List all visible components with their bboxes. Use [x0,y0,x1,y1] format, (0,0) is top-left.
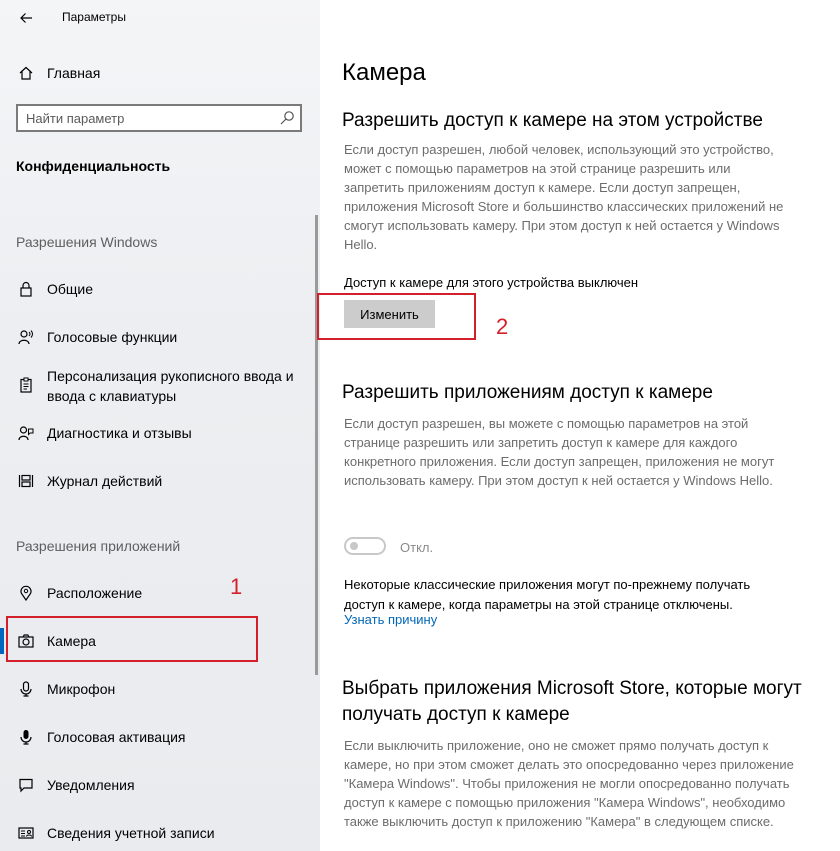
account-info-icon [16,823,36,843]
device-access-status: Доступ к камере для этого устройства выключен [344,275,639,290]
sidebar-item-activity-history[interactable] [0,470,316,492]
sidebar-item-diagnostics[interactable] [0,422,316,444]
sidebar-item-home[interactable] [0,62,316,84]
search-box[interactable] [16,104,302,132]
page-title: Камера [342,59,426,86]
sidebar-item-label: Общие [47,281,94,297]
main-content [320,0,840,851]
lock-icon [16,279,36,299]
sidebar-item-location[interactable] [0,582,316,604]
back-arrow-icon [19,11,33,25]
sidebar-item-label: Микрофон [47,681,116,697]
sidebar-item-label: Сведения учетной записи [47,825,215,841]
sidebar-item-voice-activation[interactable] [0,726,316,748]
section-title: Конфиденциальность [16,158,171,174]
annotation-box-1 [6,616,258,662]
toggle-state-label: Откл. [400,540,434,555]
group-header-windows: Разрешения Windows [16,234,158,250]
sidebar-item-label: Голосовые функции [47,329,178,345]
search-input[interactable] [26,109,266,127]
sidebar [0,0,320,851]
clipboard-icon [16,375,36,395]
apps-access-description: Если доступ разрешен, вы можете с помощью параметров на этой странице разрешить или запретить доступ к камере для каждого конкретного приложения. Если доступ запрещен, приложения не могут использовать камеру. При этом доступ к ней остается у Windows Hello. [344,416,775,488]
sidebar-item-label: Главная [47,65,101,81]
sidebar-item-label: Расположение [47,585,143,601]
voice-icon [16,327,36,347]
sidebar-item-label: Диагностика и отзывы [47,425,192,441]
title-bar [0,0,320,36]
group-header-apps: Разрешения приложений [16,538,181,554]
sidebar-item-label: Журнал действий [47,473,163,489]
microphone-filled-icon [16,727,36,747]
microphone-icon [16,679,36,699]
desktop-apps-note: Некоторые классические приложения могут по-прежнему получать доступ к камере, когда параметры на этой странице отключены. [344,577,751,612]
annotation-marker-2: 2 [496,314,509,339]
sidebar-item-label: Камера [47,633,96,649]
notifications-icon [16,775,36,795]
sidebar-item-general[interactable] [0,278,316,300]
timeline-icon [16,471,36,491]
sidebar-item-microphone[interactable] [0,678,316,700]
sidebar-item-account-info[interactable] [0,822,316,844]
learn-why-link[interactable]: Узнать причину [344,612,438,627]
sidebar-item-label: Голосовая активация [47,729,186,745]
sidebar-item-label: Персонализация рукописного ввода и ввода с клавиатуры [47,368,294,404]
window-title: Параметры [62,10,126,24]
home-icon [16,63,36,83]
annotation-box-2 [317,293,476,340]
back-button[interactable] [14,6,38,30]
annotation-marker-1: 1 [230,574,243,599]
store-apps-heading: Выбрать приложения Microsoft Store, которые могут получать доступ к камере [342,678,802,725]
apps-access-heading: Разрешить приложениям доступ к камере [342,382,713,403]
device-access-description: Если доступ разрешен, любой человек, использующий это устройство, может с помощью параметров на этой странице разрешить или запретить приложениям доступ к камере. Если доступ запрещен, приложения Microsoft Store и большинство классических приложений не смогут использовать камеру. При этом доступ к ней остается у Windows Hello. [344,142,784,252]
device-access-heading: Разрешить доступ к камере на этом устройстве [342,110,763,131]
sidebar-scrollbar[interactable] [315,215,318,675]
search-icon [279,110,295,126]
sidebar-item-label: Уведомления [47,777,135,793]
sidebar-item-notifications[interactable] [0,774,316,796]
sidebar-item-inking-typing[interactable] [0,366,316,406]
change-button[interactable]: Изменить [344,300,435,328]
toggle-knob [350,542,358,550]
apps-access-toggle[interactable] [344,537,386,555]
sidebar-item-speech[interactable] [0,326,316,348]
store-apps-description: Если выключить приложение, оно не сможет прямо получать доступ к камере, но при этом сможет делать это опосредованно через приложение "Камера Windows". Чтобы приложения не могли опосредованно получать доступ к камере с помощью приложения "Камера Windows", необходимо также выключить доступ к приложению "Камера" в следующем списке. [344,738,794,829]
location-icon [16,583,36,603]
feedback-icon [16,423,36,443]
